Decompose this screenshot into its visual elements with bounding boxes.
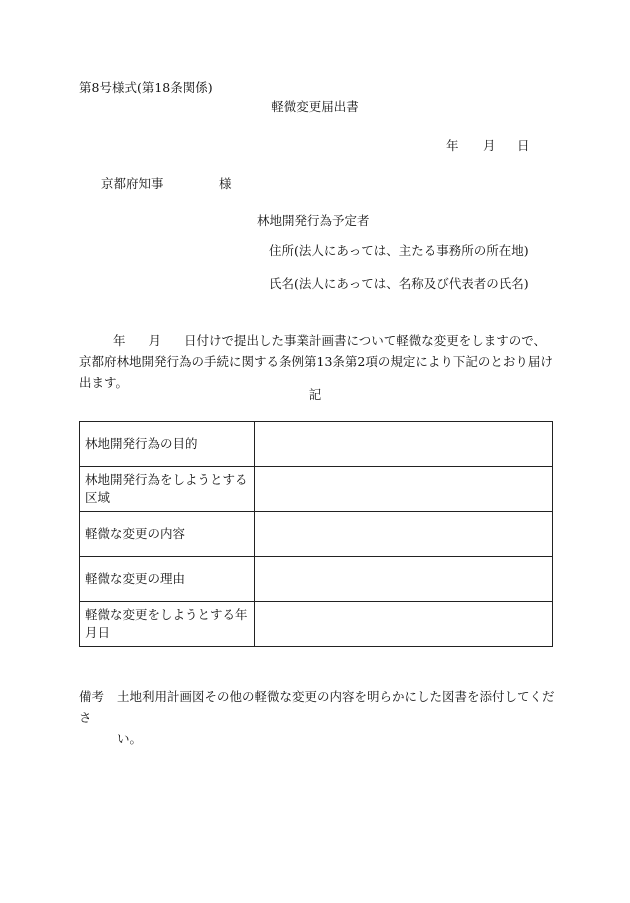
- row-value-field[interactable]: [255, 467, 553, 512]
- addressee-name: 京都府知事: [101, 176, 164, 191]
- remarks-header: 備考: [79, 689, 105, 704]
- row-value-field[interactable]: [255, 602, 553, 647]
- body-text: 日付けで提出した事業計画書について軽微な変更をしますので、京都府林地開発行為の手続に関する条例第13条第2項の規定により下記のとおり届け出ます。: [79, 333, 553, 390]
- remarks-line-2: い。: [117, 731, 143, 746]
- form-number: 第8号様式(第18条関係): [79, 80, 213, 95]
- body-year-label: 年: [113, 333, 126, 348]
- addressee-honorific: 様: [219, 176, 232, 191]
- row-label: 軽微な変更の理由: [80, 557, 255, 602]
- table-row: [80, 512, 553, 557]
- table-row: [80, 422, 553, 467]
- address-label: 住所(法人にあっては、主たる事務所の所在地): [269, 243, 529, 258]
- row-label: 軽微な変更の内容: [80, 512, 255, 557]
- document-title: 軽微変更届出書: [271, 99, 359, 114]
- body-month-label: 月: [148, 333, 162, 348]
- date-month-label: 月: [483, 138, 496, 153]
- name-label: 氏名(法人にあっては、名称及び代表者の氏名): [269, 276, 529, 291]
- details-table: [79, 421, 553, 647]
- remarks: [79, 686, 559, 749]
- table-row: [80, 602, 553, 647]
- row-label: 林地開発行為の目的: [80, 422, 255, 467]
- row-value-field[interactable]: [255, 512, 553, 557]
- table-row: [80, 557, 553, 602]
- row-value-field[interactable]: [255, 422, 553, 467]
- row-label: 軽微な変更をしようとする年月日: [80, 602, 255, 647]
- applicant-label: 林地開発行為予定者: [257, 213, 370, 228]
- ki-heading: 記: [308, 387, 322, 402]
- body-paragraph: [79, 330, 553, 393]
- row-value-field[interactable]: [255, 557, 553, 602]
- table-row: [80, 467, 553, 512]
- row-label: 林地開発行為をしようとする区域: [80, 467, 255, 512]
- date-year-label: 年: [446, 138, 459, 153]
- date-day-label: 日: [517, 138, 530, 153]
- remarks-line-1: 土地利用計画図その他の軽微な変更の内容を明らかにした図書を添付してくださ: [79, 689, 555, 725]
